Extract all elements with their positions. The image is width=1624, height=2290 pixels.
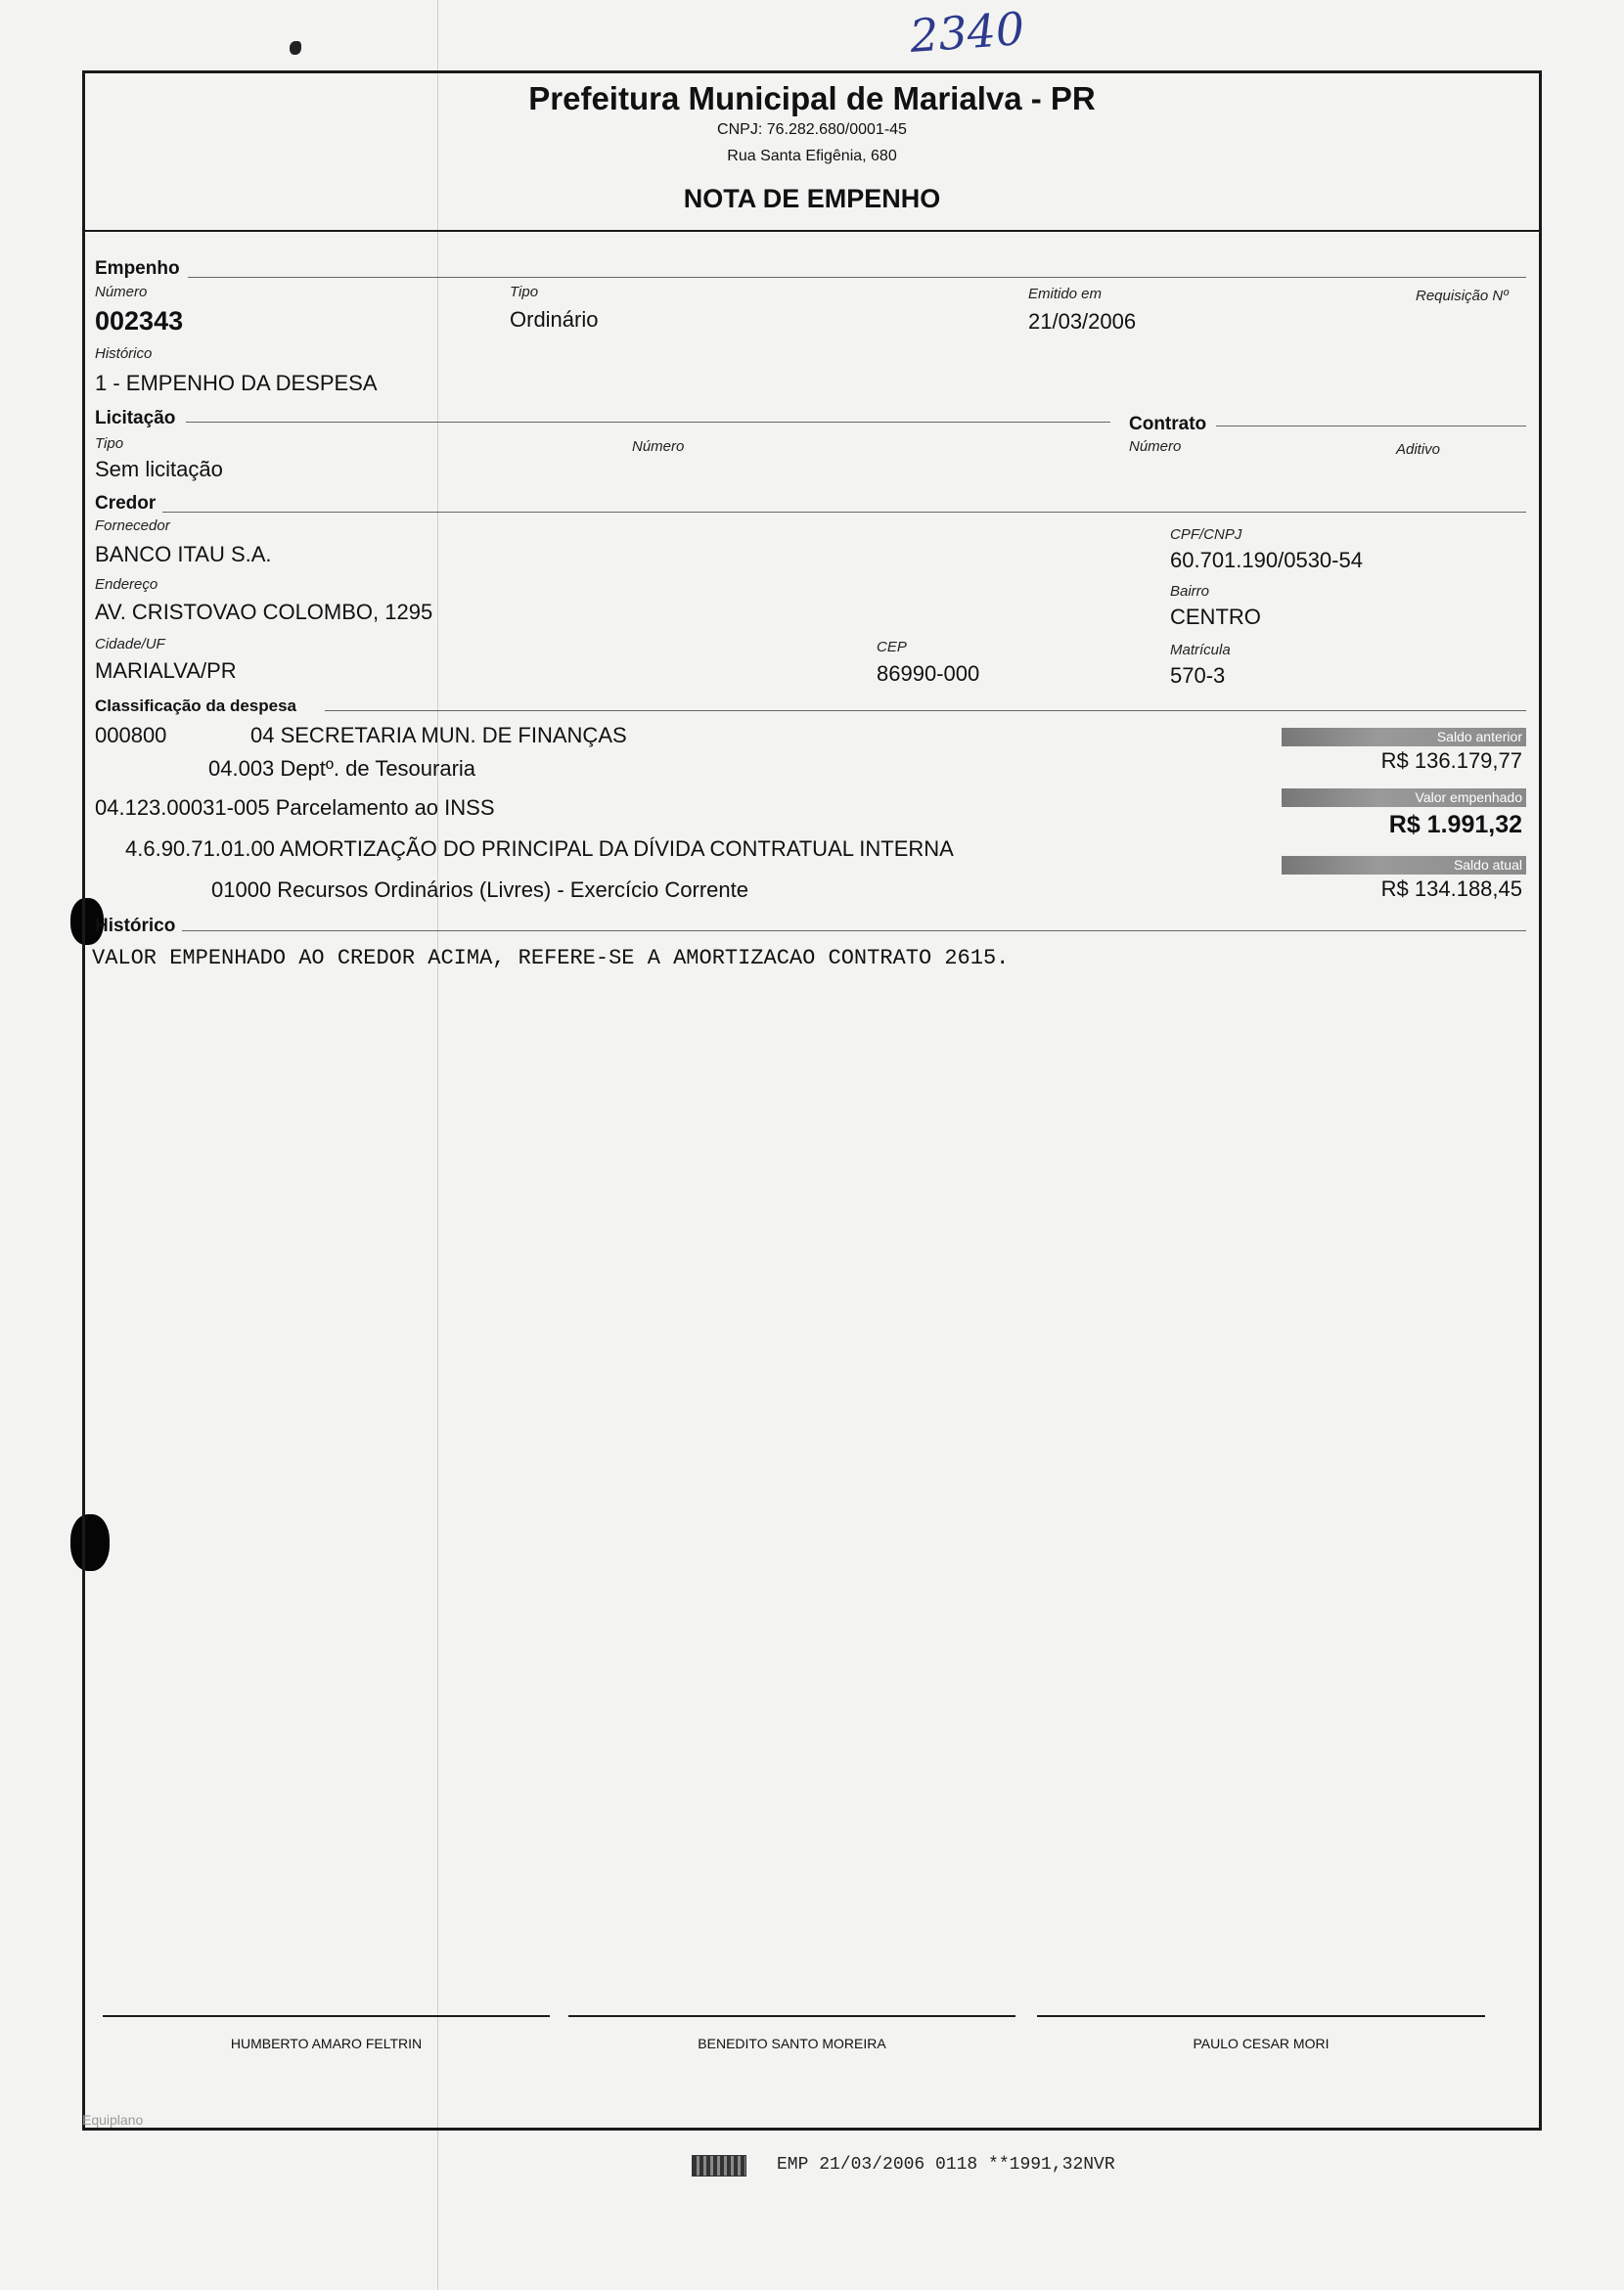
- saldo-atual-label: Saldo atual: [1282, 856, 1526, 875]
- licitacao-tipo-label: Tipo: [95, 435, 124, 452]
- licitacao-tipo-value: Sem licitação: [95, 457, 223, 481]
- doc-title: NOTA DE EMPENHO: [683, 184, 941, 213]
- signature-line: [103, 2015, 550, 2017]
- scan-mark: [290, 41, 301, 55]
- section-historico: Histórico: [95, 916, 176, 936]
- section-rule: [162, 512, 1526, 513]
- section-contrato: Contrato: [1129, 414, 1207, 434]
- signature-line: [1037, 2015, 1485, 2017]
- classificacao-elemento: 4.6.90.71.01.00 AMORTIZAÇÃO DO PRINCIPAL DA DÍVIDA CONTRATUAL INTERNA: [125, 836, 954, 861]
- section-empenho: Empenho: [95, 258, 180, 279]
- signature-name: PAULO CESAR MORI: [1193, 2036, 1330, 2051]
- section-classificacao: Classificação da despesa: [95, 696, 297, 715]
- signature-name: HUMBERTO AMARO FELTRIN: [230, 2036, 423, 2051]
- emitido-label: Emitido em: [1028, 286, 1103, 302]
- classificacao-code: 000800: [95, 723, 167, 747]
- section-rule: [325, 710, 1526, 711]
- signature-line: [568, 2015, 1015, 2017]
- matricula-label: Matrícula: [1170, 642, 1231, 658]
- handwritten-number: 2340: [908, 1, 1026, 64]
- cnpj-text: CNPJ: 76.282.680/0001-45: [717, 121, 907, 138]
- endereco-label: Endereço: [95, 576, 158, 593]
- contrato-numero-label: Número: [1129, 438, 1182, 455]
- section-credor: Credor: [95, 493, 157, 514]
- cidade-value: MARIALVA/PR: [95, 658, 237, 683]
- cidade-label: Cidade/UF: [95, 636, 165, 652]
- section-rule: [186, 422, 1110, 423]
- cpf-value: 60.701.190/0530-54: [1170, 548, 1363, 572]
- fornecedor-value: BANCO ITAU S.A.: [95, 542, 272, 566]
- tipo-label: Tipo: [510, 284, 539, 300]
- bank-stamp: EMP 21/03/2006 0118 **1991,32NVR: [777, 2155, 1115, 2175]
- classificacao-funcional: 04.123.00031-005 Parcelamento ao INSS: [95, 795, 495, 820]
- classificacao-recurso: 01000 Recursos Ordinários (Livres) - Exercício Corrente: [211, 877, 748, 902]
- tipo-value: Ordinário: [510, 307, 599, 332]
- section-licitacao: Licitação: [95, 408, 176, 428]
- empenho-historico-value: 1 - EMPENHO DA DESPESA: [95, 371, 378, 395]
- stamp-logo-icon: [692, 2155, 746, 2177]
- page-title: Prefeitura Municipal de Marialva - PR: [528, 80, 1096, 116]
- bairro-label: Bairro: [1170, 583, 1210, 600]
- licitacao-numero-label: Número: [632, 438, 685, 455]
- valor-empenhado-label: Valor empenhado: [1282, 788, 1526, 807]
- section-rule: [182, 930, 1526, 931]
- requisicao-label: Requisição Nº: [1416, 288, 1509, 304]
- section-rule: [1216, 426, 1526, 427]
- brand-label: Equiplano: [82, 2112, 144, 2128]
- matricula-value: 570-3: [1170, 663, 1226, 688]
- cpf-label: CPF/CNPJ: [1170, 526, 1242, 543]
- empenho-historico-label: Histórico: [95, 345, 153, 362]
- classificacao-unidade: 04.003 Deptº. de Tesouraria: [208, 756, 476, 781]
- contrato-aditivo-label: Aditivo: [1396, 441, 1441, 458]
- section-rule: [188, 277, 1526, 278]
- numero-label: Número: [95, 284, 148, 300]
- saldo-atual-value: R$ 134.188,45: [1380, 876, 1522, 901]
- cep-label: CEP: [877, 639, 907, 655]
- saldo-anterior-label: Saldo anterior: [1282, 728, 1526, 746]
- saldo-anterior-value: R$ 136.179,77: [1380, 748, 1522, 773]
- endereco-value: AV. CRISTOVAO COLOMBO, 1295: [95, 600, 433, 624]
- signature-name: BENEDITO SANTO MOREIRA: [698, 2036, 886, 2051]
- historico-text: VALOR EMPENHADO AO CREDOR ACIMA, REFERE-SE A AMORTIZACAO CONTRATO 2615.: [92, 946, 1010, 970]
- classificacao-orgao: 04 SECRETARIA MUN. DE FINANÇAS: [250, 723, 627, 747]
- cep-value: 86990-000: [877, 661, 980, 686]
- empenho-number: 002343: [95, 306, 184, 336]
- valor-empenhado-value: R$ 1.991,32: [1388, 811, 1522, 838]
- bairro-value: CENTRO: [1170, 605, 1261, 629]
- fornecedor-label: Fornecedor: [95, 517, 170, 534]
- header-divider: [82, 230, 1542, 232]
- address-text: Rua Santa Efigênia, 680: [727, 148, 897, 164]
- emitido-value: 21/03/2006: [1028, 309, 1137, 334]
